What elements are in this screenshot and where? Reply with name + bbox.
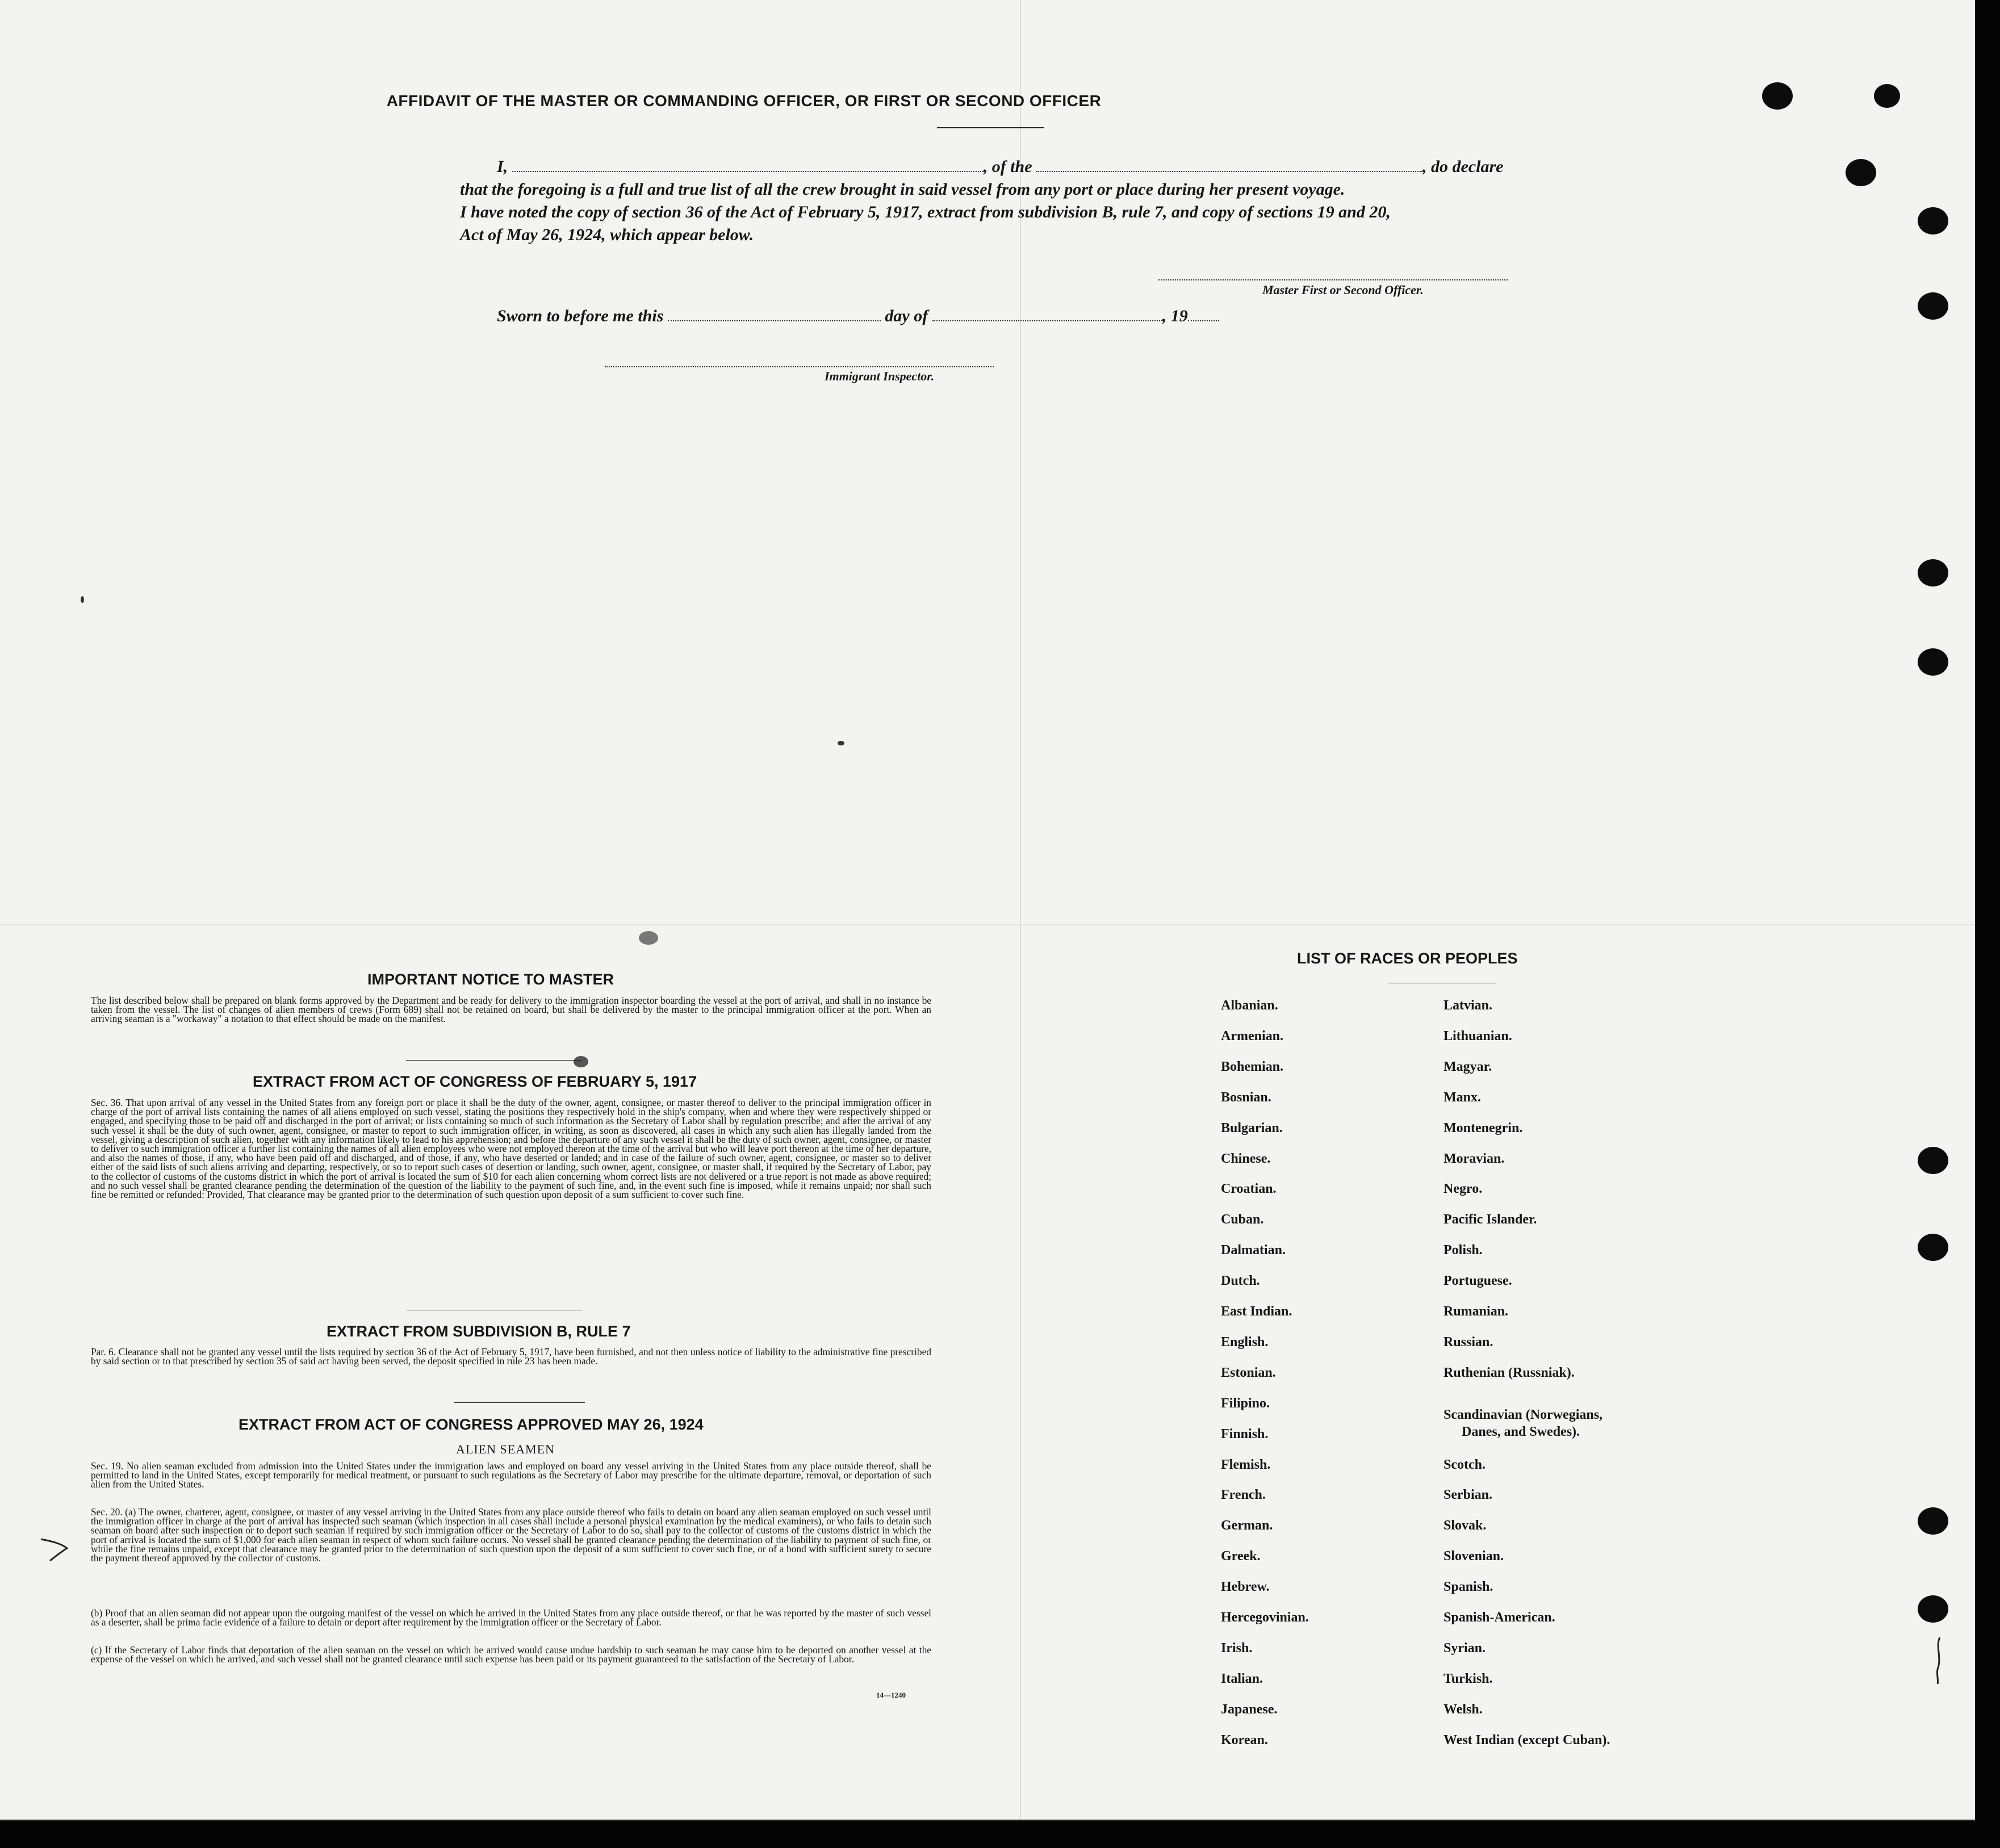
pencil-mark	[39, 1536, 73, 1564]
race-item: Hercegovinian.	[1221, 1610, 1309, 1625]
race-item: Scandinavian (Norwegians,	[1443, 1407, 1603, 1422]
punch-hole	[1918, 648, 1948, 676]
smudge	[81, 596, 84, 603]
sworn-month-blank[interactable]	[932, 308, 1162, 321]
punch-hole	[1874, 84, 1900, 108]
section-rule	[454, 1402, 585, 1403]
sworn-start-text: Sworn to before me this	[497, 307, 664, 325]
master-signature-caption: Master First or Second Officer.	[1262, 283, 1424, 297]
race-item: Moravian.	[1443, 1151, 1505, 1166]
race-item: Bosnian.	[1221, 1090, 1271, 1105]
race-item: Slovak.	[1443, 1518, 1487, 1533]
race-item: Albanian.	[1221, 998, 1278, 1013]
punch-hole	[1918, 1234, 1948, 1261]
race-item: Italian.	[1221, 1671, 1263, 1686]
punch-hole	[1846, 159, 1876, 186]
sworn-day-blank[interactable]	[668, 308, 881, 321]
race-item: English.	[1221, 1335, 1269, 1350]
punch-hole	[1918, 1507, 1948, 1535]
declaration-line-3: I have noted the copy of section 36 of the Act of February 5, 1917, extract from subdivision B, rule 7, and copy of sections 19 and 20,	[460, 203, 1391, 221]
race-item: Chinese.	[1221, 1151, 1271, 1166]
race-item: Polish.	[1443, 1243, 1483, 1258]
title-rule	[937, 127, 1044, 128]
race-item: Scotch.	[1443, 1457, 1486, 1472]
notice-title: IMPORTANT NOTICE TO MASTER	[367, 971, 614, 988]
sworn-mid-text: day of	[885, 307, 928, 325]
race-item: Turkish.	[1443, 1671, 1493, 1686]
sec20b-text: (b) Proof that an alien seaman did not appear upon the outgoing manifest of the vessel on which he arrived in the United States from any place outside thereof, or that he was reported by the master of such vessel as a deserter, shall be prima facie evidence of a failure to detain or deport after requirement by the immigration officer or the Secretary of Labor.	[91, 1607, 931, 1628]
races-title: LIST OF RACES OR PEOPLES	[1297, 950, 1518, 967]
affidavit-title: AFFIDAVIT OF THE MASTER OR COMMANDING OFFICER, OR FIRST OR SECOND OFFICER	[386, 92, 1102, 110]
declaration-end-text: , do declare	[1422, 157, 1504, 176]
declaration-mid-text: , of the	[983, 157, 1032, 176]
race-item: Estonian.	[1221, 1365, 1276, 1380]
race-item: Syrian.	[1443, 1641, 1486, 1656]
race-item: Magyar.	[1443, 1059, 1492, 1074]
declaration-line-2: that the foregoing is a full and true list of all the crew brought in said vessel from any port or place during her present voyage.	[460, 180, 1345, 199]
race-item: Pacific Islander.	[1443, 1212, 1537, 1227]
alien-seamen-subtitle: ALIEN SEAMEN	[456, 1442, 555, 1456]
race-item: Korean.	[1221, 1733, 1268, 1748]
declaration-line-1	[497, 157, 1503, 177]
race-item: Dutch.	[1221, 1273, 1260, 1288]
race-item: East Indian.	[1221, 1304, 1292, 1319]
form-number: 14—1240	[876, 1691, 906, 1699]
fold-crease-vertical	[1020, 0, 1021, 1820]
punch-hole	[1918, 292, 1948, 320]
punch-hole	[1918, 1595, 1948, 1623]
race-item: Croatian.	[1221, 1181, 1277, 1196]
declaration-line-4: Act of May 26, 1924, which appear below.	[460, 225, 754, 244]
race-item: Greek.	[1221, 1549, 1261, 1564]
master-signature-line[interactable]	[1158, 279, 1508, 280]
race-item: Dalmatian.	[1221, 1243, 1286, 1258]
race-item: Rumanian.	[1443, 1304, 1509, 1319]
extract-1924-title: EXTRACT FROM ACT OF CONGRESS APPROVED MAY 26, 1924	[239, 1416, 704, 1433]
race-item: Russian.	[1443, 1335, 1493, 1350]
extract-1917-title: EXTRACT FROM ACT OF CONGRESS OF FEBRUARY 5, 1917	[253, 1073, 697, 1090]
rule7-title: EXTRACT FROM SUBDIVISION B, RULE 7	[327, 1323, 631, 1340]
pencil-mark	[1932, 1635, 1945, 1686]
race-item: German.	[1221, 1518, 1273, 1533]
sec20a-text: Sec. 20. (a) The owner, charterer, agent, consignee, or master of any vessel arriving in the United States from any place outside thereof who fails to detain on board any alien seaman employed on such vessel until the immigration officer in charge at the port of arrival has inspected such seaman (which inspection in all cases shall include a personal physical examination by the medical examiners), or who fails to detain such seaman on board after such inspection or to deport such seaman if required by such immigration officer or the Secretary of Labor to do so, shall pay to the collector of customs of the customs district in which the port of arrival is located the sum of $1,000 for each alien seaman in respect of whom such failure occurs. No vessel shall be granted clearance pending the determination of the liability to payment of such fine, or while the fine remains unpaid, except that clearance may be granted prior to the determination of such question upon the deposit of a sum sufficient to cover such fine, or of a bond with sufficient surety to secure the payment thereof approved by the collector of customs.	[91, 1506, 931, 1564]
inspector-signature-line[interactable]	[605, 366, 994, 367]
declaration-start-text: I,	[497, 157, 508, 176]
race-item: Flemish.	[1221, 1457, 1271, 1472]
vessel-blank[interactable]	[1036, 158, 1422, 172]
inspector-signature-caption: Immigrant Inspector.	[825, 369, 935, 383]
race-item: Irish.	[1221, 1641, 1253, 1656]
rule7-text: Par. 6. Clearance shall not be granted any vessel until the lists required by section 36 of the Act of February 5, 1917, have been furnished, and not then unless notice of liability to the administrative fine prescribed by said section or to that prescribed by section 35 of said act having been served, the deposit specified in rule 23 has been made.	[91, 1346, 931, 1367]
race-item: Bohemian.	[1221, 1059, 1284, 1074]
race-item: Slovenian.	[1443, 1549, 1504, 1564]
race-item: Hebrew.	[1221, 1579, 1270, 1594]
race-item: Manx.	[1443, 1090, 1481, 1105]
race-item: French.	[1221, 1487, 1266, 1502]
race-item: Filipino.	[1221, 1396, 1270, 1411]
sworn-line	[497, 307, 1219, 326]
punch-hole	[1918, 1147, 1948, 1174]
fold-crease-horizontal	[0, 924, 1975, 925]
punch-hole	[1918, 559, 1948, 586]
race-item: Welsh.	[1443, 1702, 1483, 1717]
race-item: Armenian.	[1221, 1029, 1283, 1044]
extract-1917-text: Sec. 36. That upon arrival of any vessel in the United States from any foreign port or place it shall be the duty of the owner, agent, consignee, or master thereof to deliver to the principal immigration officer in charge of the port of arrival lists containing the names of all aliens employed on such vessel, stating the positions they respectively hold in the ship's company, when and where they were respectively shipped or engaged, and specifying those to be paid off and discharged in the port of arrival; or lists containing so much of such information as the Secretary of Labor shall by regulation prescribe; and after the arrival of any such vessel it shall be the duty of such owner, agent, consignee, or master to report to such immigration officer, in writing, as soon as discovered, all cases in which any such alien has illegally landed from the vessel, giving a description of such alien, together with any information likely to lead to his apprehension; and before the departure of any such vessel it shall be the duty of such owner, agent, consignee, or master to deliver to such immigration officer a further list containing the names of all alien employees who were not employed thereon at the time of the arrival but who will leave port thereon at the time of her departure, and also the names of those, if any, who have been paid off and discharged, and of those, if any, who have deserted or landed; and in case of the failure of such owner, agent, consignee, or master so to deliver either of the said lists of such aliens arriving and departing, respectively, or so to report such cases of desertion or landing, such owner, agent, consignee, or master shall, if required by the Secretary of Labor, pay to the collector of customs of the customs district in which the port of arrival is located the sum of $10 for each alien concerning whom correct lists are not delivered or a true report is not made as above required; and no such vessel shall be granted clearance pending the determination of the question of the liability to the payment of such fine, and, in the event such fine is imposed, while it remains unpaid; nor shall such fine be remitted or refunded: Provided, That clearance may be granted prior to the determination of such question upon deposit of a sum sufficient to cover such fine.	[91, 1097, 931, 1201]
smudge	[574, 1056, 588, 1067]
race-item: Ruthenian (Russniak).	[1443, 1365, 1575, 1380]
punch-hole	[1762, 82, 1793, 110]
sworn-end-text: , 19	[1162, 307, 1188, 325]
race-item: Japanese.	[1221, 1702, 1278, 1717]
race-item: Portuguese.	[1443, 1273, 1512, 1288]
sec19-text: Sec. 19. No alien seaman excluded from admission into the United States under the immigration laws and employed on board any vessel arriving in the United States from any place outside thereof, shall be permitted to land in the United States, except temporarily for medical treatment, or pursuant to such regulations as the Secretary of Labor may prescribe for the ultimate departure, removal, or deportation of such alien from the United States.	[91, 1460, 931, 1490]
name-blank[interactable]	[512, 158, 984, 172]
punch-hole	[1918, 207, 1948, 234]
race-item: Lithuanian.	[1443, 1029, 1512, 1044]
race-item: West Indian (except Cuban).	[1443, 1733, 1610, 1748]
race-item: Bulgarian.	[1221, 1121, 1283, 1135]
race-item: Negro.	[1443, 1181, 1483, 1196]
section-rule	[406, 1060, 582, 1061]
race-item: Finnish.	[1221, 1427, 1269, 1441]
sworn-year-blank[interactable]	[1188, 308, 1219, 321]
race-item: Montenegrin.	[1443, 1121, 1523, 1135]
smudge	[838, 741, 844, 745]
race-item: Latvian.	[1443, 998, 1493, 1013]
smudge	[639, 931, 658, 945]
race-item: Serbian.	[1443, 1487, 1493, 1502]
race-item: Spanish.	[1443, 1579, 1493, 1594]
sec20c-text: (c) If the Secretary of Labor finds that deportation of the alien seaman on the vessel on which he arrived would cause undue hardship to such seaman he may cause him to be deported on another vessel at the expense of the vessel on which he arrived, and such vessel shall not be granted clearance until such expense has been paid or its payment guaranteed to the satisfaction of the Secretary of Labor.	[91, 1644, 931, 1665]
race-item: Cuban.	[1221, 1212, 1264, 1227]
race-item: Spanish-American.	[1443, 1610, 1555, 1625]
notice-text: The list described below shall be prepared on blank forms approved by the Department and be ready for delivery to the immigration inspector boarding the vessel at the port of arrival, and shall in no instance be taken from the vessel. The list of changes of alien members of crews (Form 689) shall not be retained on board, but shall be delivered by the master to the principal immigration officer at the port. When an arriving seaman is a "workaway" a notation to that effect should be made on the manifest.	[91, 995, 931, 1025]
race-item: Danes, and Swedes).	[1462, 1424, 1580, 1439]
